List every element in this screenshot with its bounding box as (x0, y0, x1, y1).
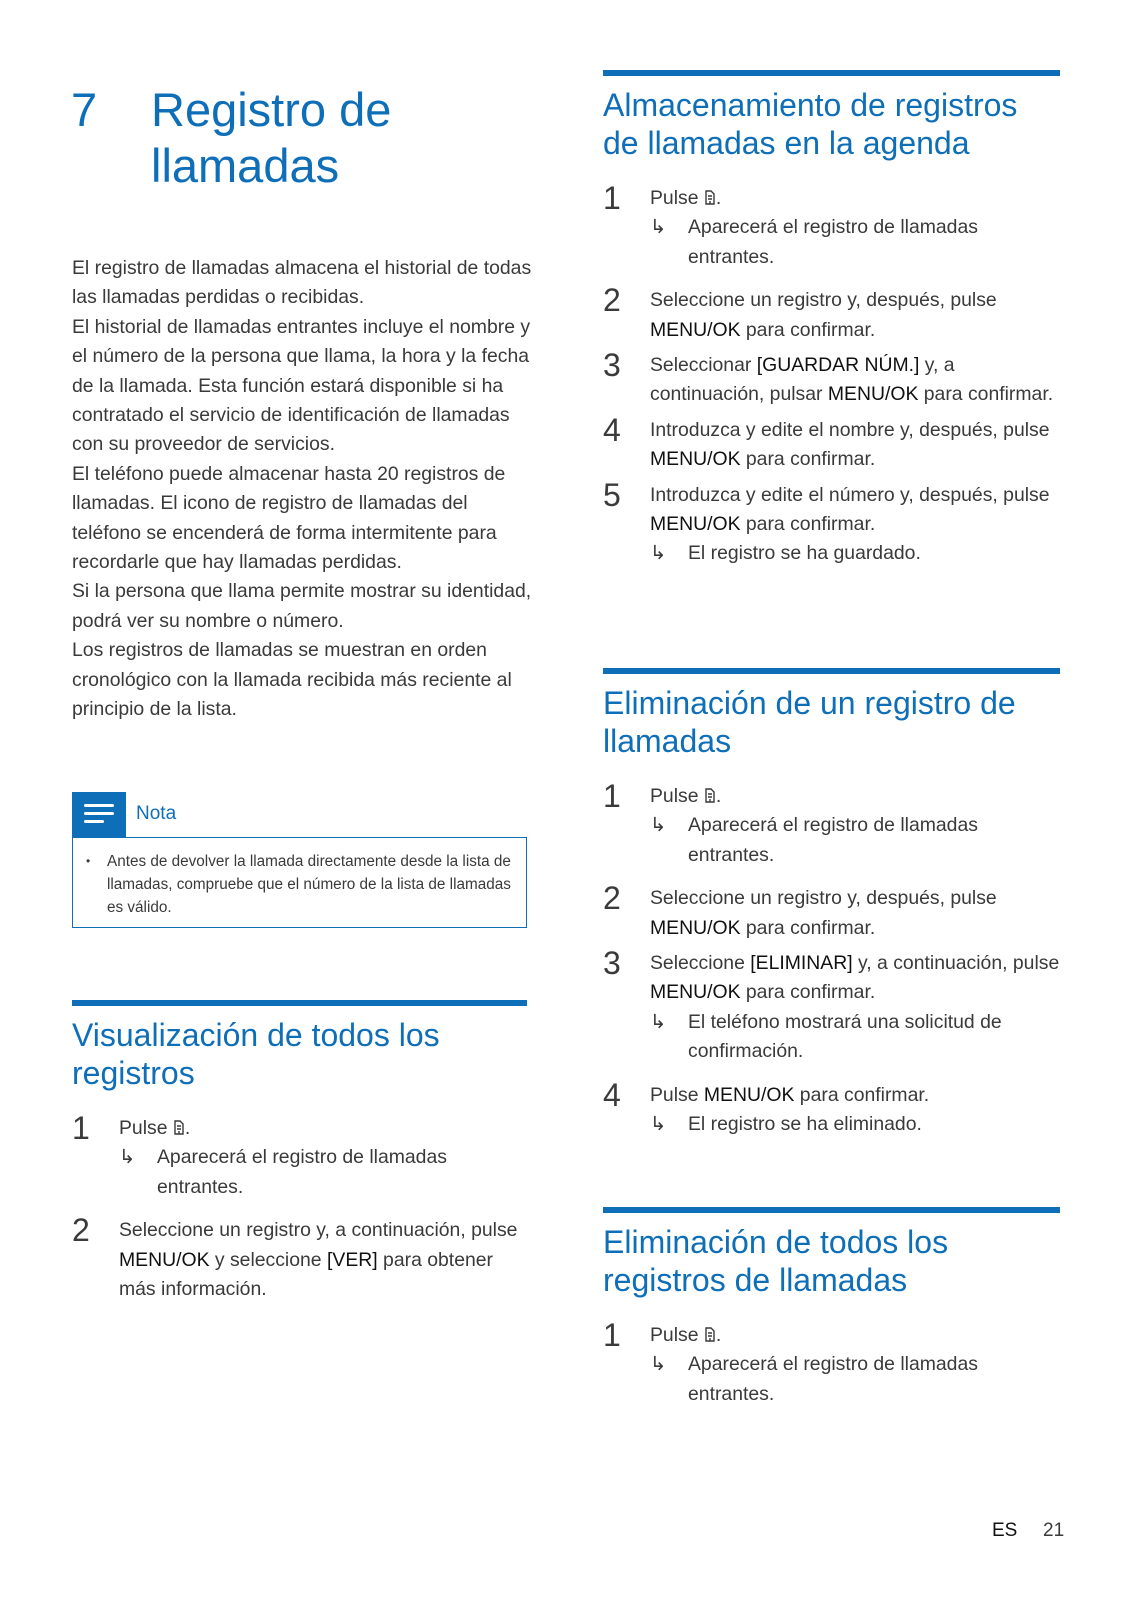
step-text: Seleccionar (650, 354, 752, 377)
step-number: 2 (603, 282, 621, 319)
step-text-end: . (715, 187, 722, 209)
step (72, 1212, 527, 1304)
result-arrow-icon: ↳ (650, 216, 667, 239)
step-number: 4 (603, 411, 621, 448)
intro-paragraph: El historial de llamadas entrantes incluye el nombre y el número de la persona que llama, la hora y la fecha de la llamada. Esta función estará disponible si ha contratado el servicio de identificación de llamadas con su proveedor de servicios. (72, 315, 531, 456)
step-number: 2 (603, 880, 621, 917)
note-text: Antes de devolver la llamada directamente desde la lista de llamadas, compruebe que el número de la lista de llamadas es válido. (107, 853, 511, 916)
step (603, 880, 1060, 943)
result-arrow-icon: ↳ (650, 1010, 667, 1033)
step-text: Seleccione un registro y, después, pulse (650, 289, 997, 312)
step (603, 476, 1060, 540)
step-text: para confirmar. (923, 383, 1054, 406)
section-rule (603, 70, 1060, 76)
step-text: para confirmar. (745, 513, 876, 536)
step-result (650, 1110, 1060, 1139)
step-number: 4 (603, 1076, 621, 1113)
step-number: 1 (72, 1110, 90, 1146)
step-number: 1 (603, 778, 621, 814)
step-text: para confirmar. (745, 916, 876, 939)
step-number: 3 (603, 347, 621, 384)
section-rule (603, 1207, 1060, 1213)
step-number: 3 (603, 945, 621, 982)
step-text-end: . (715, 785, 722, 807)
step-result (650, 811, 1060, 870)
step-text: para confirmar. (745, 448, 876, 471)
step-text: Pulse (650, 187, 699, 209)
step-text: para confirmar. (799, 1083, 930, 1106)
step (603, 411, 1060, 475)
step-text: Seleccione un registro y, después, pulse (650, 887, 997, 910)
section-title: Eliminación de todos los registros de llamadas (603, 1224, 949, 1298)
call-log-icon (173, 1120, 185, 1135)
step-result (119, 1143, 527, 1202)
step-text: Pulse (119, 1117, 168, 1139)
step-number: 5 (603, 476, 621, 513)
section-view-all (72, 1000, 527, 1304)
step-text-end: . (715, 1324, 722, 1346)
key-label: MENU/OK (827, 383, 919, 406)
result-arrow-icon: ↳ (650, 542, 667, 565)
section-rule (603, 668, 1060, 674)
result-text: Aparecerá el registro de llamadas entrantes. (688, 1353, 978, 1405)
intro-paragraph: El teléfono puede almacenar hasta 20 registros de llamadas. El icono de registro de llamadas del teléfono se encenderá de forma intermitente para recordarle que hay llamadas perdidas. (72, 462, 506, 574)
key-label: MENU/OK (650, 448, 741, 471)
step-text: Pulse (650, 1083, 699, 1106)
result-text: El teléfono mostrará una solicitud de confirmación. (688, 1010, 1002, 1063)
section-rule (72, 1000, 527, 1006)
section-title: Almacenamiento de registros de llamadas en la agenda (603, 87, 1018, 161)
intro-paragraph: Si la persona que llama permite mostrar su identidad, podrá ver su nombre o número. (72, 580, 532, 632)
section-title: Visualización de todos los registros (72, 1017, 440, 1091)
note-label: Nota (136, 803, 177, 824)
step-text: y, a continuación, pulse (858, 952, 1060, 975)
menu-option: [ELIMINAR] (750, 952, 853, 975)
section-delete-one (603, 668, 1060, 1139)
step-number: 1 (603, 1317, 621, 1353)
result-text: El registro se ha guardado. (688, 542, 921, 565)
result-text: Aparecerá el registro de llamadas entrantes. (688, 216, 978, 268)
call-log-icon (704, 1327, 716, 1342)
step-number: 1 (603, 180, 621, 216)
step-text: y, a continuación, pulsar (650, 354, 955, 406)
key-label: MENU/OK (650, 981, 741, 1004)
step-text: y seleccione (214, 1248, 322, 1271)
step-text: Pulse (650, 1324, 699, 1346)
call-log-icon (704, 190, 716, 205)
step-text: Introduzca y edite el número y, después, pulse (650, 483, 1050, 506)
intro-text (72, 254, 532, 725)
intro-paragraph: Los registros de llamadas se muestran en orden cronológico con la llamada recibida más reciente al principio de la lista. (72, 639, 512, 721)
note-lines-icon (72, 792, 126, 837)
result-arrow-icon: ↳ (119, 1146, 136, 1169)
step (603, 282, 1060, 345)
step-result (650, 1008, 1060, 1067)
menu-option: [GUARDAR NÚM.] (756, 354, 920, 377)
step-text-end: . (184, 1117, 191, 1139)
result-arrow-icon: ↳ (650, 814, 667, 837)
result-arrow-icon: ↳ (650, 1353, 667, 1376)
key-label: MENU/OK (650, 318, 741, 341)
menu-option: [VER] (327, 1248, 378, 1271)
step (603, 1076, 1060, 1113)
step-text: para confirmar. (745, 981, 876, 1004)
intro-paragraph: El registro de llamadas almacena el historial de todas las llamadas perdidas o recibidas. (72, 257, 532, 309)
step (603, 1317, 1060, 1353)
step (603, 945, 1060, 1008)
step-text: Introduzca y edite el nombre y, después, pulse (650, 418, 1050, 441)
note-box (72, 837, 527, 928)
footer-language: ES (992, 1520, 1018, 1541)
key-label: MENU/OK (650, 513, 741, 536)
result-text: Aparecerá el registro de llamadas entrantes. (688, 814, 978, 866)
step-result (650, 213, 1060, 272)
key-label: MENU/OK (703, 1083, 795, 1106)
step (603, 778, 1060, 814)
step (603, 347, 1060, 410)
chapter-title: Registro de llamadas (151, 83, 392, 192)
result-arrow-icon: ↳ (650, 1113, 667, 1136)
call-log-icon (704, 788, 716, 803)
result-text: El registro se ha eliminado. (688, 1113, 922, 1136)
bullet: • (86, 854, 91, 868)
step (603, 180, 1060, 216)
step-text: para confirmar. (745, 318, 876, 341)
section-store (603, 70, 1060, 569)
key-label: MENU/OK (650, 916, 741, 939)
chapter-number: 7 (71, 83, 98, 136)
step-number: 2 (72, 1212, 90, 1249)
step-text: Seleccione un registro y, a continuación, pulse (119, 1219, 518, 1242)
step-result (650, 539, 1060, 568)
step-text: para obtener más información. (119, 1248, 494, 1301)
key-label: MENU/OK (119, 1248, 210, 1271)
step-result (650, 1350, 1060, 1409)
result-text: Aparecerá el registro de llamadas entrantes. (157, 1146, 447, 1198)
section-delete-all (603, 1207, 1060, 1409)
page-number: 21 (1043, 1520, 1065, 1541)
step-text: Pulse (650, 785, 699, 807)
step (72, 1110, 527, 1146)
step-text: Seleccione (650, 952, 745, 975)
section-title: Eliminación de un registro de llamadas (603, 685, 1016, 759)
